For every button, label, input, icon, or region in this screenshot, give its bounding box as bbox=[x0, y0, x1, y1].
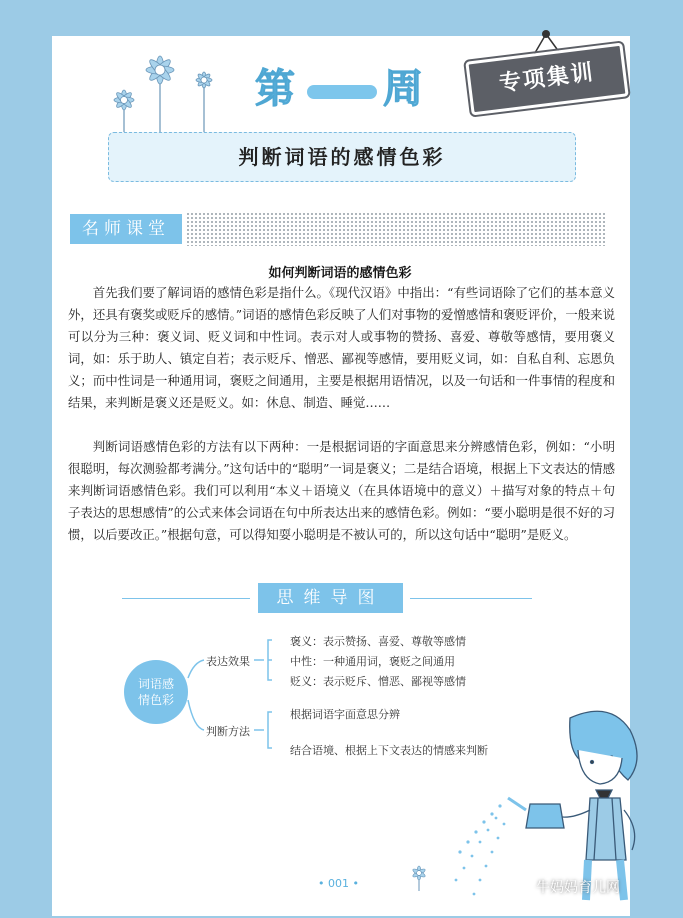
mindmap-rule-right bbox=[410, 598, 532, 599]
week-heading bbox=[255, 65, 427, 113]
mindmap-leaf: 根据词语字面意思分辨 bbox=[290, 708, 400, 721]
mindmap-leaf: 结合语境、根据上下文表达的情感来判断 bbox=[290, 744, 488, 757]
week-number-bar bbox=[307, 85, 377, 99]
page-title-box bbox=[108, 132, 576, 182]
mindmap-rule-left bbox=[122, 598, 250, 599]
article-title: 如何判断词语的感情色彩 bbox=[268, 266, 412, 281]
page-title: 判断词语的感情色彩 bbox=[238, 145, 446, 169]
section-tab: 名师课堂 bbox=[70, 214, 182, 244]
mindmap-leaf: 中性：一种通用词，褒贬之间通用 bbox=[290, 655, 455, 668]
mindmap-branch-method: 判断方法 bbox=[206, 725, 250, 738]
page-number: • 001 • bbox=[318, 877, 359, 890]
week-char-last: 周 bbox=[383, 66, 423, 112]
mindmap-leaf: 褒义：表示赞扬、喜爱、尊敬等感情 bbox=[290, 635, 466, 648]
watermark: 牛妈妈育儿网 bbox=[536, 880, 620, 896]
special-training-badge: 专项集训 bbox=[465, 43, 628, 116]
mindmap-leaf: 贬义：表示贬斥、憎恶、鄙视等感情 bbox=[290, 675, 466, 688]
paragraph-2: 判断词语感情色彩的方法有以下两种：一是根据词语的字面意思来分辨感情色彩，例如：“小明很聪明，每次测验都考满分。”这句话中的“聪明”一词是褒义；二是结合语境，根据上下文表达的情感来判断词语感情色彩。我们可以利用“本义＋语境义（在具体语境中的意义）＋描写对象的特点＋句子表达的思想感情”的公式来体会词语在句中所表达出来的感情色彩。例如：“要小聪明是很不好的习惯，以后要改正。”根据句意，可以得知耍小聪明是不被认可的，所以这句话中“聪明”是贬义。 bbox=[68, 439, 615, 543]
mindmap-tab: 思维导图 bbox=[258, 583, 403, 613]
mindmap-root: 词语感情色彩 bbox=[124, 660, 188, 724]
mindmap-branch-expression: 表达效果 bbox=[206, 655, 250, 668]
mindmap-connectors bbox=[180, 630, 290, 760]
paragraph-1: 首先我们要了解词语的感情色彩是指什么。《现代汉语》中指出：“有些词语除了它们的基本意义外，还具有褒奖或贬斥的感情。”词语的感情色彩反映了人们对事物的爱憎感情和褒贬评价，一般来说可以分为三种：褒义词、贬义词和中性词。表示对人或事物的赞扬、喜爱、尊敬等感情，要用褒义词，如：乐于助人、镇定自若；表示贬斥、憎恶、鄙视等感情，要用贬义词，如：自私自利、忘恩负义；而中性词是一种通用词，褒贬之间通用，主要是根据用语情况，以及一句话和一件事情的程度和结果，来判断是褒义还是贬义。如：休息、制造、睡觉…… bbox=[68, 285, 615, 411]
week-char-first: 第 bbox=[255, 66, 295, 112]
girl-watering-illustration bbox=[420, 700, 650, 905]
small-flower-icon bbox=[406, 862, 432, 892]
dotted-divider bbox=[186, 212, 606, 246]
flower-decoration bbox=[100, 40, 230, 140]
